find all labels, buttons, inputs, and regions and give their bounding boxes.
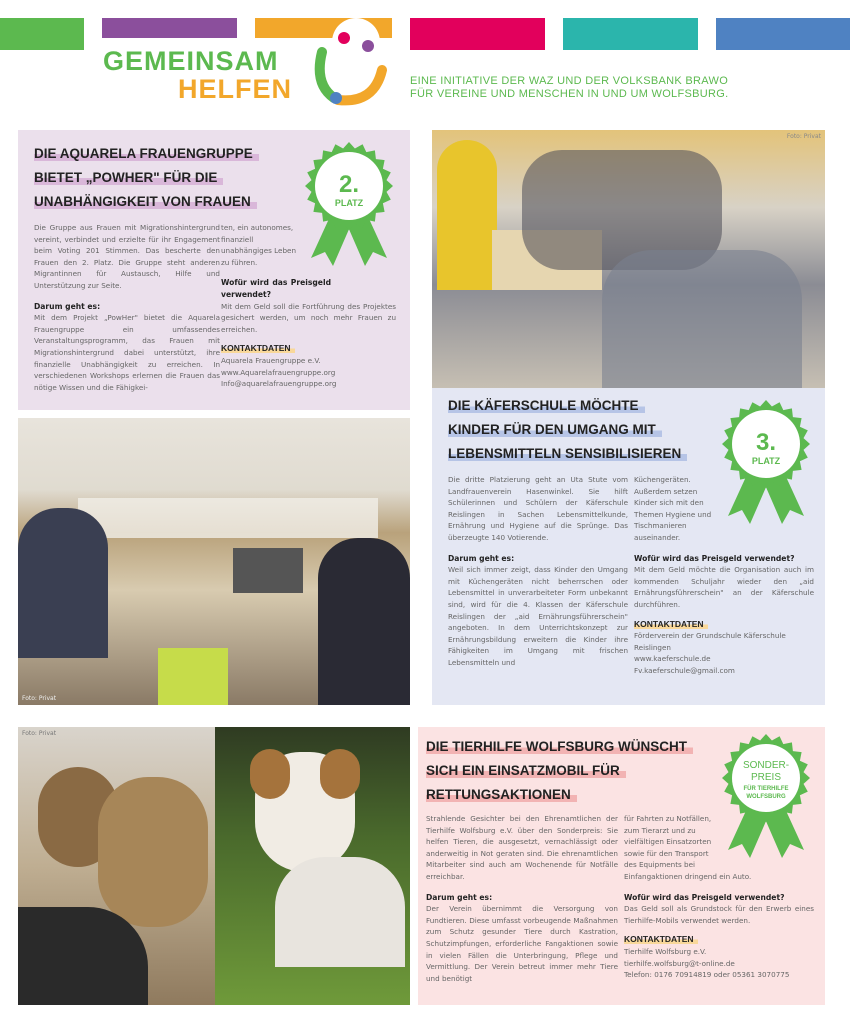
badge-number: 2. bbox=[338, 171, 360, 198]
color-bar-green bbox=[0, 18, 84, 50]
contact-link[interactable]: www.Aquarelafrauengruppe.org bbox=[221, 367, 336, 377]
photo-credit: Foto: Privat bbox=[22, 695, 57, 702]
contact-email[interactable]: Fv.kaeferschule@gmail.com bbox=[634, 665, 735, 675]
text-column-right bbox=[624, 813, 814, 981]
intro-text: Strahlende Gesichter bei den Ehrenamtlichen der Tierhilfe Wolfsburg e.V. über den Sonderpreis: Sie helfen Tieren, die ausgesetzt, vernachlässigt oder anderweitig in Not geraten sind. Die ehrenamtlichen Mitarbeiter sind auch am Wochenende für Notfälle erreichbar. bbox=[426, 814, 618, 881]
text-column-left bbox=[426, 813, 618, 984]
badge-wrap-spacer bbox=[716, 474, 814, 534]
intro-text: Die dritte Platzierung geht an Uta Stute vom Landfrauenverein Hasenwinkel. Sie hilft Schülerinnen und Schülern der Käferschule Reislingen in Sachen Lebensmittelkunde, Ernährung und Hygiene auf die Sprünge. Das überzeugte 140 Votierende. bbox=[448, 475, 628, 542]
body-text: Weil sich immer zeigt, dass Kinder den Umgang mit Küchengeräten nicht beherrschen oder Lebensmittel in unverarbeiteter Form unbekannt sind, wird für die 4. Klassen der Käferschule Reislingen der „aid Ernährungsführerschein" angeboten. In dem Unterrichtskonzept zur Ernährungsbildung erweitern die Kinder ihre Fähigkeiten im Umgang mit frischen Lebensmitteln und bbox=[448, 565, 628, 667]
text-column-right bbox=[634, 474, 814, 677]
headline-line: SICH EIN EINSATZMOBIL FÜR bbox=[426, 763, 626, 778]
headline-line: DIE TIERHILFE WOLFSBURG WÜNSCHT bbox=[426, 739, 693, 754]
headline-line: BIETET „POWHER" FÜR DIE bbox=[34, 170, 223, 185]
headline-line: UNABHÄNGIGKEIT VON FRAUEN bbox=[34, 194, 257, 209]
contact-email[interactable]: tierhilfe.wolfsburg@t-online.de bbox=[624, 958, 735, 968]
smiley-logo-icon bbox=[312, 18, 394, 106]
tagline-line: FÜR VEREINE UND MENSCHEN IN UND UM WOLFSBURG. bbox=[410, 88, 729, 100]
color-bar-blue bbox=[716, 18, 850, 50]
body-text: Mit dem Projekt „PowHer" bietet die Aquarela Frauengruppe ein umfassendes Veranstaltungsprogramm, das Frauen mit Migrationshintergrund dabei unterstützt, ihre finanzielle Unabhängigkeit zu erreichen. In verschiedenen Workshops erlernen die Frauen das nötige Wissen und die Fähigkei- bbox=[34, 313, 220, 392]
badge-label: PLATZ bbox=[334, 198, 364, 208]
photo-cats bbox=[18, 727, 215, 1005]
headline-line: KINDER FÜR DEN UMGANG MIT bbox=[448, 422, 662, 437]
contact-email[interactable]: Info@aquarelafrauengruppe.org bbox=[221, 379, 337, 389]
intro-text: Die Gruppe aus Frauen mit Migrationshintergrund vereint, verbindet und erzielte für ihr Engagement beim Voting 201 Stimmen. Das bescherte den Frauen den 2. Platz. Die Gruppe steht anderen Migrantinnen für Austausch, Hilfe und Unterstützung zur Seite. bbox=[34, 223, 220, 290]
badge-label: FÜR TIERHILFE bbox=[743, 786, 789, 792]
logo-text-gemeinsam: GEMEINSAM bbox=[103, 46, 279, 76]
tagline-line: EINE INITIATIVE DER WAZ UND DER VOLKSBANK BRAWO bbox=[410, 75, 729, 87]
subheading: Darum geht es: bbox=[426, 892, 493, 902]
badge-label: PLATZ bbox=[751, 456, 781, 466]
headline bbox=[34, 142, 259, 214]
headline-line: LEBENSMITTELN SENSIBILISIEREN bbox=[448, 446, 687, 461]
contact-label: KONTAKTDATEN bbox=[634, 619, 708, 629]
headline bbox=[448, 394, 687, 466]
color-bar-teal bbox=[563, 18, 698, 50]
color-bar-pink bbox=[410, 18, 545, 50]
body-text: Küchengeräten. Außerdem setzen Kinder sich mit den Themen Hygiene und Tischmanieren auseinander. bbox=[634, 475, 712, 542]
logo-text-helfen: HELFEN bbox=[178, 74, 292, 104]
headline-line: DIE KÄFERSCHULE MÖCHTE bbox=[448, 398, 645, 413]
body-text: Der Verein übernimmt die Versorgung von Fundtieren. Diese umfasst vorbeugende Maßnahmen zum Schutz gesunder Tiere durch Kastration, Schutzimpfungen, erforderliche Fangaktionen sowie in vielen Fällen die Unterbringung, Pflege und Vermittlung. Der Verein betreut immer mehr Tiere und benötigt bbox=[426, 904, 618, 983]
body-text: Das Geld soll als Grundstock für den Erwerb eines Tierhilfe-Mobils verwendet werden. bbox=[624, 904, 814, 925]
subheading: Wofür wird das Preisgeld verwendet? bbox=[634, 553, 795, 563]
contact-line: Aquarela Frauengruppe e.V. bbox=[221, 355, 321, 365]
tagline bbox=[410, 75, 728, 101]
contact-line: Tierhilfe Wolfsburg e.V. bbox=[624, 946, 707, 956]
text-column-right bbox=[221, 222, 396, 390]
headline-line: DIE AQUARELA FRAUENGRUPPE bbox=[34, 146, 259, 161]
headline bbox=[426, 735, 693, 807]
subheading: Darum geht es: bbox=[448, 553, 515, 563]
subheading: Wofür wird das Preisgeld verwendet? bbox=[221, 278, 331, 299]
badge-wrap-spacer bbox=[299, 222, 396, 276]
badge-label: PREIS bbox=[750, 772, 782, 783]
badge-wrap-spacer bbox=[714, 813, 814, 869]
badge-number: 3. bbox=[755, 429, 777, 456]
photo-dog bbox=[215, 727, 410, 1005]
body-text: Mit dem Geld möchte die Organisation auch im kommenden Schuljahr wieder den „aid Ernährungsführerschein" an der Käferschule durchführen. bbox=[634, 565, 814, 609]
headline-line: RETTUNGSAKTIONEN bbox=[426, 787, 577, 802]
contact-phone: Telefon: 0176 70914819 oder 05361 3070775 bbox=[624, 970, 790, 980]
color-bar-purple bbox=[102, 18, 237, 38]
body-text: ten, ein autonomes, finanziell unabhängiges Leben zu führen. bbox=[221, 223, 297, 267]
contact-link[interactable]: www.kaeferschule.de bbox=[634, 654, 711, 664]
photo-kitchen-class bbox=[432, 130, 825, 388]
body-text: Mit dem Geld soll die Fortführung des Projektes gesichert werden, um noch mehr Frauen zu erreichen. bbox=[221, 301, 396, 334]
photo-credit: Foto: Privat bbox=[22, 730, 57, 737]
text-column-left bbox=[448, 474, 628, 669]
contact-label: KONTAKTDATEN bbox=[624, 934, 698, 944]
text-column-left bbox=[34, 222, 220, 393]
badge-label: WOLFSBURG bbox=[746, 794, 786, 800]
subheading: Darum geht es: bbox=[34, 301, 101, 311]
subheading: Wofür wird das Preisgeld verwendet? bbox=[624, 892, 785, 902]
badge-label: SONDER- bbox=[742, 760, 790, 771]
body-text: für Fahrten zu Notfällen, zum Tierarzt und zu vielfältigen Einsatzorten sowie für den Transport des Equipments bei Einfangaktionen dringend ein Auto. bbox=[624, 814, 752, 881]
photo-workshop bbox=[18, 418, 410, 705]
contact-label: KONTAKTDATEN bbox=[221, 343, 295, 353]
photo-credit: Foto: Privat bbox=[786, 133, 821, 140]
contact-line: Förderverein der Grundschule Käferschule Reislingen bbox=[634, 631, 786, 652]
